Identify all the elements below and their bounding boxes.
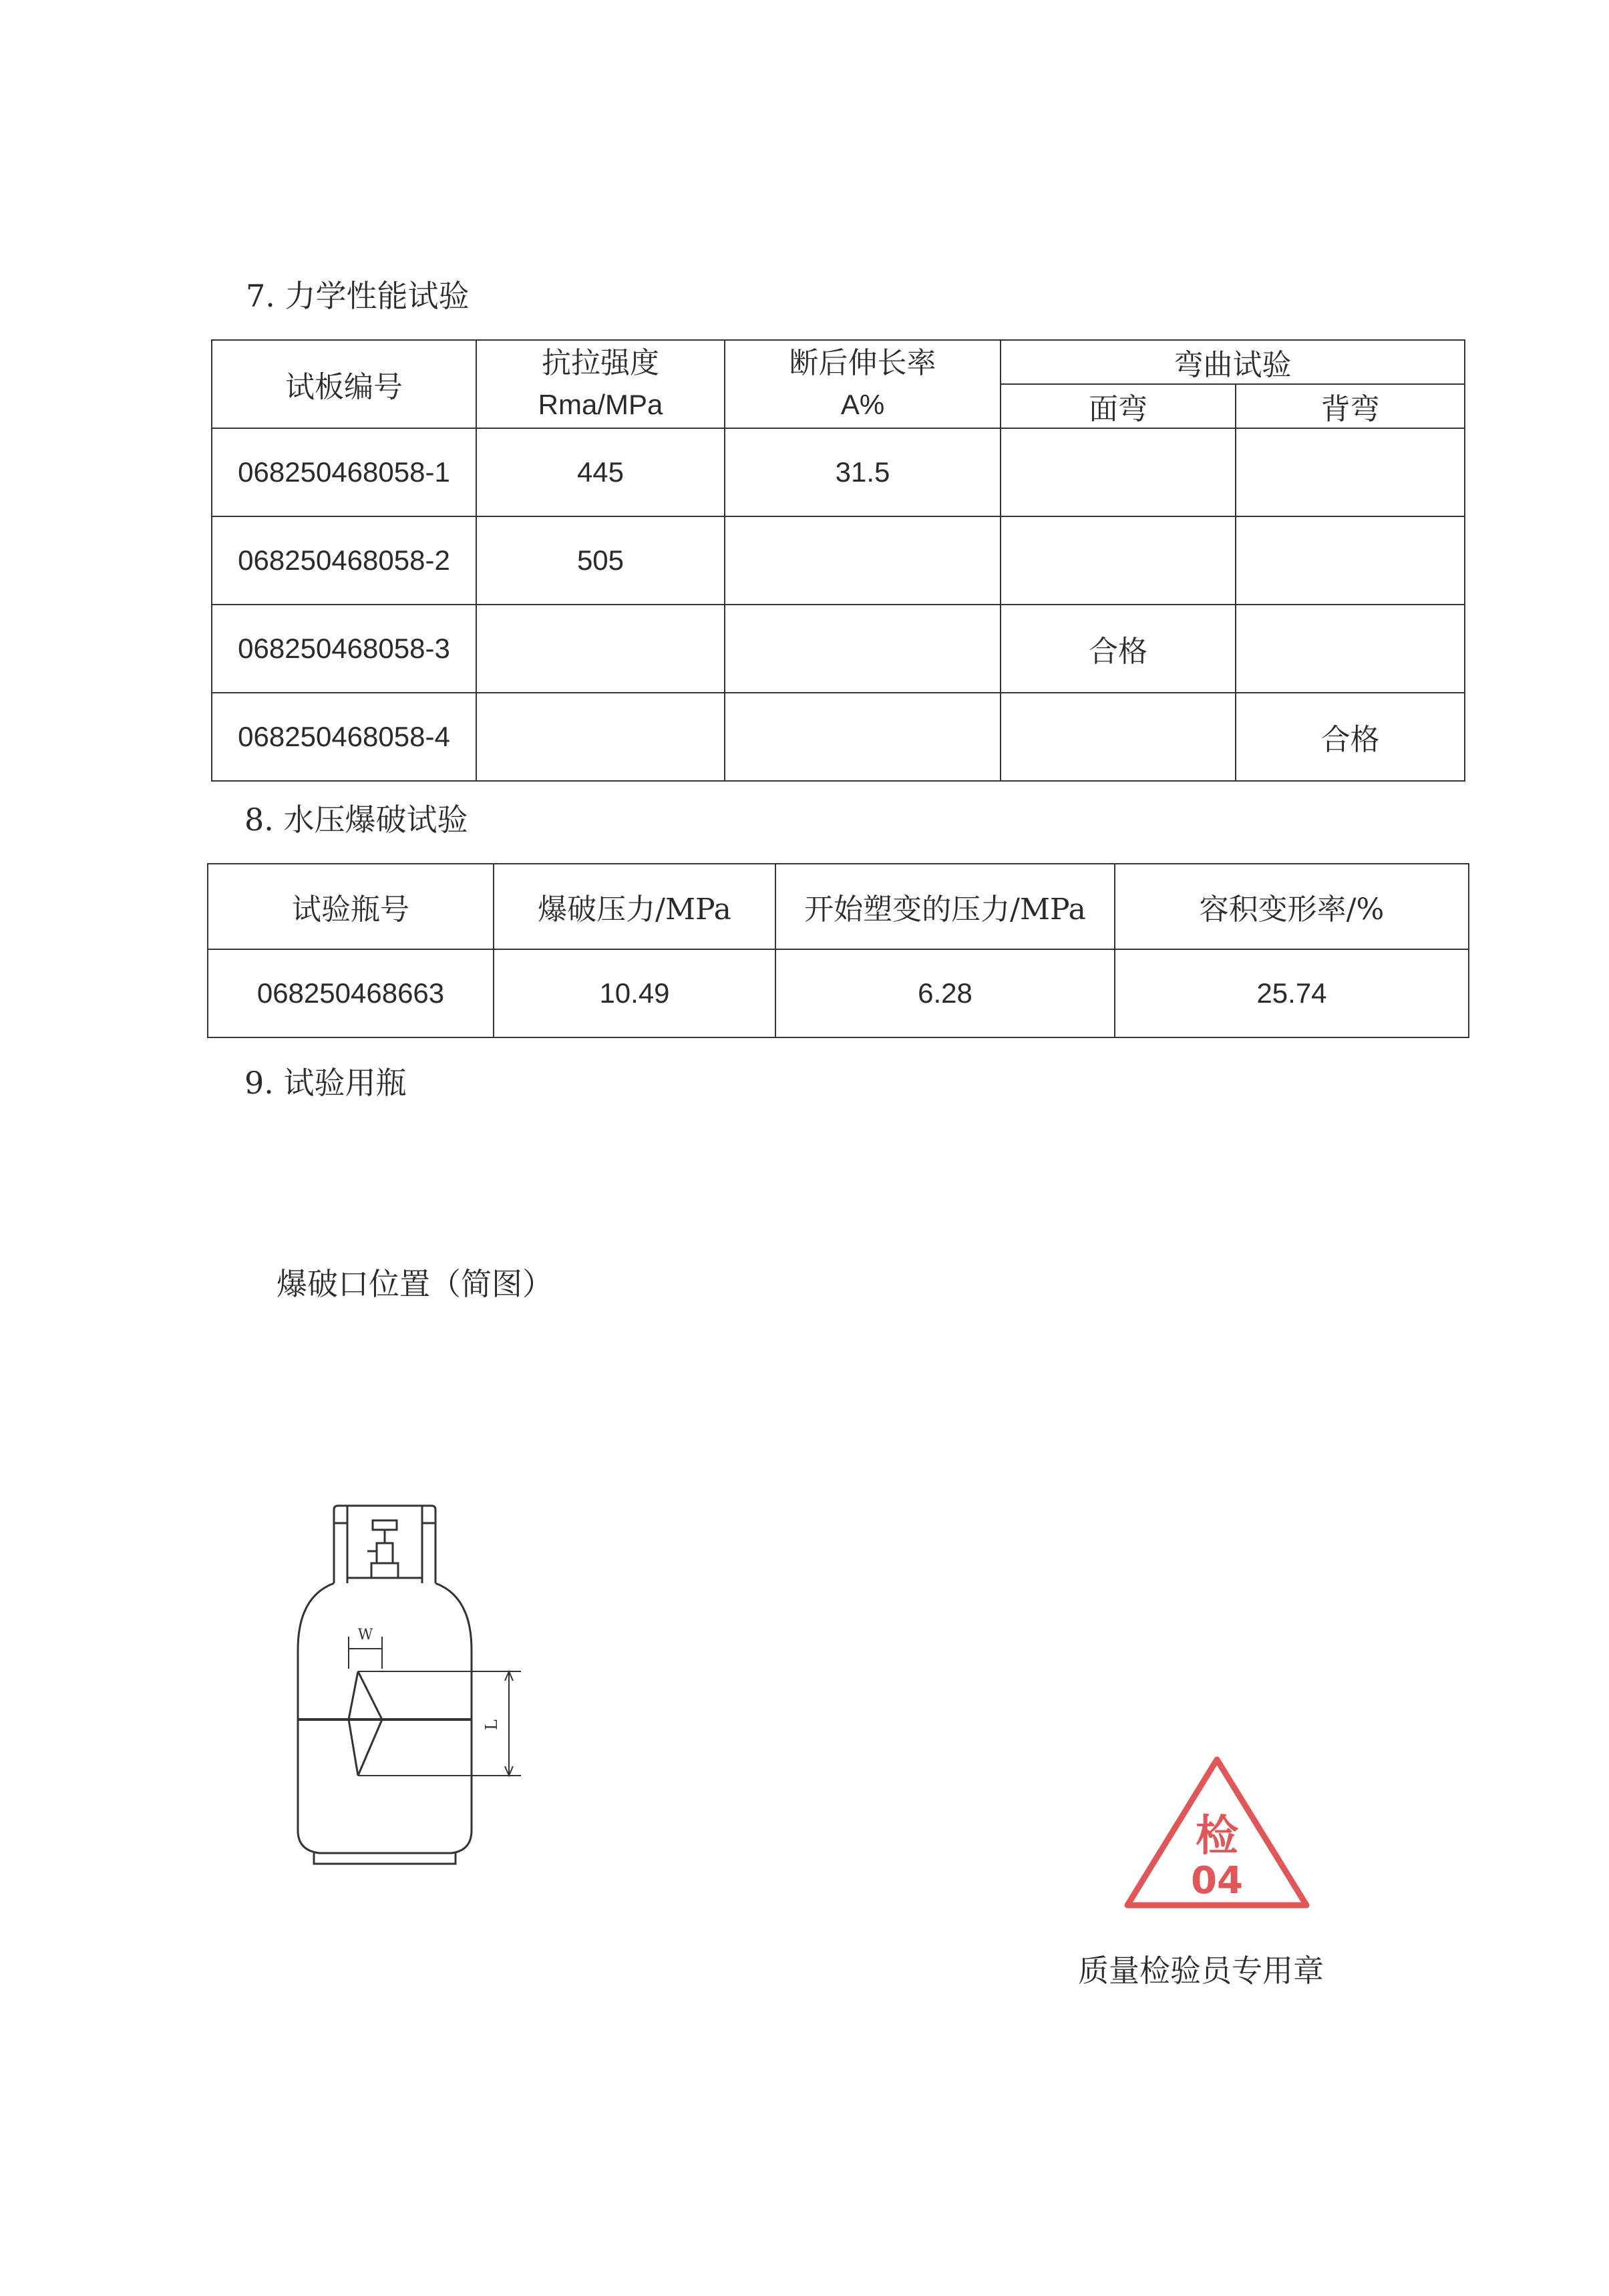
yield-pressure-cell: 6.28 [775,949,1115,1037]
section-8-heading: 8. 水压爆破试验 [244,802,468,838]
foot-ring [314,1853,456,1864]
shroud-outline [334,1506,435,1583]
table-row [212,428,1465,516]
tensile-cell [476,605,725,693]
header-volume-change: 容积变形率/% [1115,864,1469,949]
face-bend-cell [1001,516,1236,605]
valve-body [377,1543,393,1563]
header-elongation [725,340,1001,428]
burst-pressure-cell: 10.49 [494,949,775,1037]
stamp-caption: 质量检验员专用章 [1078,1953,1324,1989]
header-elongation-label: 断后伸长率 [789,346,936,380]
back-bend-cell [1236,605,1465,693]
tensile-cell: 505 [476,516,725,605]
header-burst-pressure: 爆破压力/MPa [494,864,775,949]
elongation-cell [725,693,1001,781]
header-yield-pressure: 开始塑变的压力/MPa [775,864,1115,949]
section-7-heading: 7. 力学性能试验 [246,278,470,314]
back-bend-cell [1236,428,1465,516]
stamp-text-bottom: 04 [1191,1859,1243,1903]
burst-opening-right [358,1671,382,1776]
tensile-cell [476,693,725,781]
elongation-cell [725,605,1001,693]
burst-diagram-caption: 爆破口位置（简图） [277,1266,553,1302]
burst-test-table [207,863,1469,1038]
gas-cylinder-diagram [267,1496,574,1870]
l-dimension-label: L [482,1719,501,1730]
valve-handwheel [373,1520,397,1530]
table-row [212,693,1465,781]
plate-id-cell: 068250468058-2 [212,516,476,605]
table-row [212,516,1465,605]
back-bend-cell: 合格 [1236,693,1465,781]
header-plate-id: 试板编号 [212,340,476,428]
header-bend: 弯曲试验 [1001,340,1465,384]
section-9-heading: 9. 试验用瓶 [244,1065,407,1101]
header-face-bend: 面弯 [1001,384,1236,428]
header-back-bend: 背弯 [1236,384,1465,428]
burst-opening-left [349,1671,358,1776]
header-bottle-id: 试验瓶号 [208,864,494,949]
table-row [212,605,1465,693]
plate-id-cell: 068250468058-4 [212,693,476,781]
bottle-id-cell: 068250468663 [208,949,494,1037]
face-bend-cell: 合格 [1001,605,1236,693]
plate-id-cell: 068250468058-1 [212,428,476,516]
tensile-cell: 445 [476,428,725,516]
w-dimension-label: W [357,1627,373,1643]
back-bend-cell [1236,516,1465,605]
header-tensile-label: 抗拉强度 [542,346,659,380]
volume-change-cell: 25.74 [1115,949,1469,1037]
table-row [208,949,1469,1037]
inspector-stamp [1117,1750,1317,1931]
face-bend-cell [1001,428,1236,516]
plate-id-cell: 068250468058-3 [212,605,476,693]
mechanical-test-table [211,339,1465,782]
elongation-cell: 31.5 [725,428,1001,516]
header-tensile-unit: Rma/MPa [538,389,663,420]
face-bend-cell [1001,693,1236,781]
elongation-cell [725,516,1001,605]
stamp-text-top: 检 [1196,1812,1238,1861]
header-tensile [476,340,725,428]
header-elongation-unit: A% [840,389,885,420]
